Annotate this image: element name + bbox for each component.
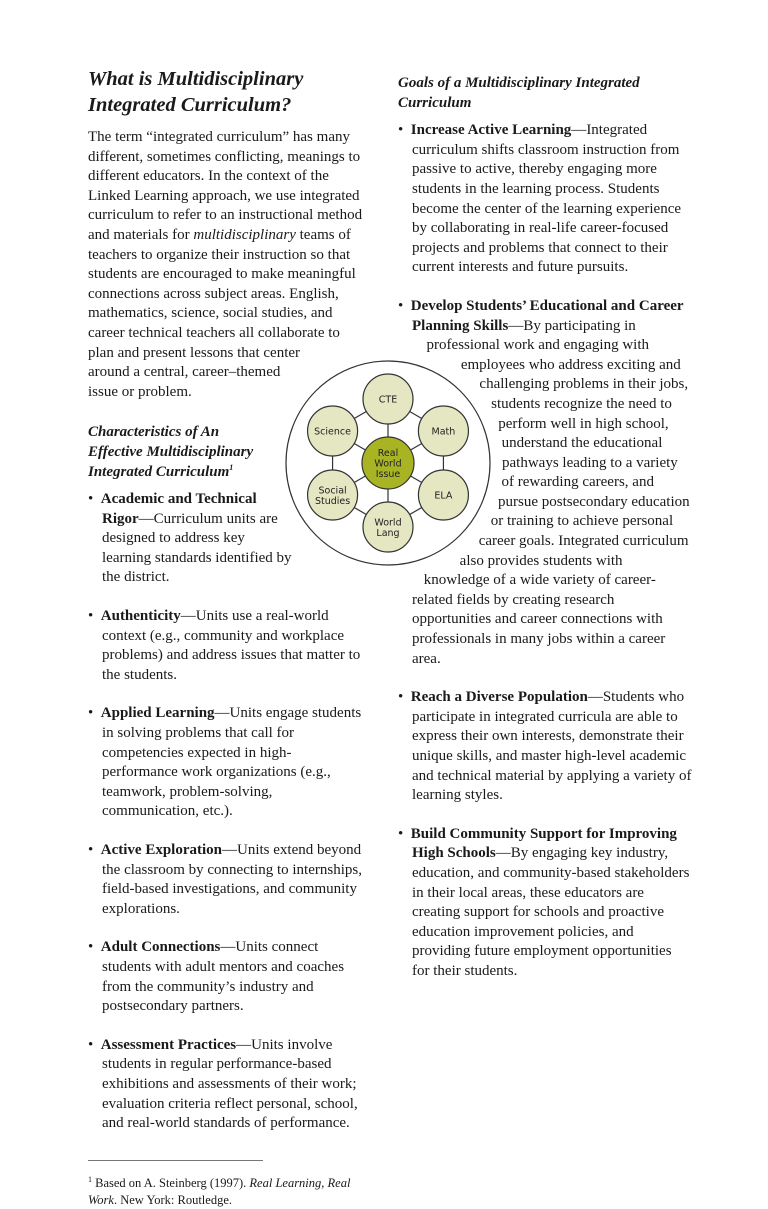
right-column [398,74,692,1001]
bullet-label: Active Exploration [100,842,223,858]
bullet-text: —By participating in professional work and engaging with employees who address exciting and challenging problems in their jobs, students recognize the need to perform well in high school, understand the educational pathways leading to a variety of rewarding careers, and pursue postsecondary education or training to achieve personal career goals. Integrated curriculum also provides students with knowledge of a wide variety of career-related fields by creating research opportunities and career connections with professionals in many jobs within a career area. [412,317,690,667]
bullet-label: Academic and Technical Rigor [100,491,257,527]
bullet-text: —Units use a real-world context (e.g., community and workplace problems) and address issues that matter to the students. [102,608,361,683]
subject-label: ELA [434,490,453,502]
bullet-text: —Units extend beyond the classroom by connecting to internships, field-based investigations, and community explorations. [102,842,362,917]
bullet-label: Develop Students’ Educational and Career Planning Skills [410,297,684,334]
bullet-icon: • [88,1036,101,1053]
footnote-text: Based on A. Steinberg (1997). [92,1175,250,1190]
intro-text: The term “integrated curriculum” has many different, sometimes conflicting, meanings to different educators. In the context of the Linked Learning approach, we use integrated curriculum to refer to an instructional method and materials for [88,129,363,243]
subject-label: World [374,517,402,529]
center-label: World [374,458,402,470]
bullet-icon: • [398,689,411,706]
bullet-item [88,841,366,919]
subject-label: CTE [378,394,398,406]
intro-text-end: teams of teachers to organize their instruction so that students are encouraged to make meaningful connections across subject areas. English, mathematics, science, social studies, and career technical teachers all collaborate to plan and present lessons that center around a central, career–themed issue or problem. [88,226,356,400]
bullet-item [398,825,692,982]
bullet-icon: • [398,825,411,842]
bullet-icon: • [88,705,101,722]
bullet-item [88,704,366,822]
bullet-label: Authenticity [100,608,181,625]
bullet-icon: • [88,842,101,858]
characteristics-list [88,490,366,1134]
footnote-text-end: . New York: Routledge. [113,1192,232,1207]
footnote-title: Real Learning, Real Work [88,1175,351,1207]
goals-heading: Goals of a Multidisciplinary Integrated Curriculum [398,75,640,111]
bullet-label: Applied Learning [100,705,215,722]
bullet-label: Reach a Diverse Population [410,689,588,706]
bullet-label: Build Community Support for Improving High Schools [410,825,677,862]
subject-label: Math [431,426,456,438]
left-column [88,66,366,1209]
bullet-text: —Curriculum units are designed to address key learning standards identified by the district. [102,510,292,586]
bullet-text: —Students who participate in integrated curricula are able to express their own interests, demonstrate their unique skills, and master high-level academic and technical material by applying a variety of learning styles. [412,689,692,804]
subject-label: Social [318,485,347,497]
bullet-item [398,121,692,278]
bullet-item [88,938,366,1016]
bullet-text: —Units involve students in regular performance-based exhibitions and assessments of their work; evaluation criteria reflect personal, school, and real-world standards of performance. [102,1036,358,1132]
page-title: What is Multidisciplinary Integrated Curriculum? [88,68,304,116]
bullet-icon: • [88,491,101,508]
bullet-item [398,688,692,806]
bullet-item [88,1036,366,1134]
bullet-text: —Units connect students with adult mentors and coaches from the community’s industry and postsecondary partners. [102,939,345,1015]
footnote-number: 1 [88,1174,92,1184]
bullet-icon: • [398,122,411,139]
footnote [88,1175,378,1209]
bullet-label: Adult Connections [100,939,221,956]
intro-emphasis: multidisciplinary [193,226,296,243]
footnote-divider [88,1160,263,1161]
subject-label: Studies [314,495,351,507]
center-label: Issue [375,469,401,480]
bullet-text: —Units engage students in solving problems that call for competencies expected in high-performance work organizations (e.g., teamwork, problem-solving, communication, etc.). [102,705,362,820]
subject-label: Science [314,426,351,438]
bullet-icon: • [88,939,101,956]
bullet-item [88,607,366,685]
heading-text: Characteristics of An Effective Multidisciplinary Integrated Curriculum [88,424,254,480]
bullet-icon: • [398,297,411,314]
bullet-label: Increase Active Learning [410,122,572,139]
center-label: Real [377,448,399,459]
footnote-ref: 1 [229,462,234,472]
bullet-text: —By engaging key industry, education, and community-based stakeholders in their local areas, these educators are creating support for schools and proactive education improvement policies, and providing future employment opportunities for their students. [412,845,690,979]
subject-label: Lang [376,527,400,539]
bullet-icon: • [88,608,101,625]
bullet-text: —Integrated curriculum shifts classroom instruction from passive to active, thereby engaging more students in the learning process. Students become the center of the learning experience by collaborating in real-life career-focused projects and problems that connect to their current interests and future pursuits. [412,122,682,276]
bullet-label: Assessment Practices [100,1036,237,1053]
